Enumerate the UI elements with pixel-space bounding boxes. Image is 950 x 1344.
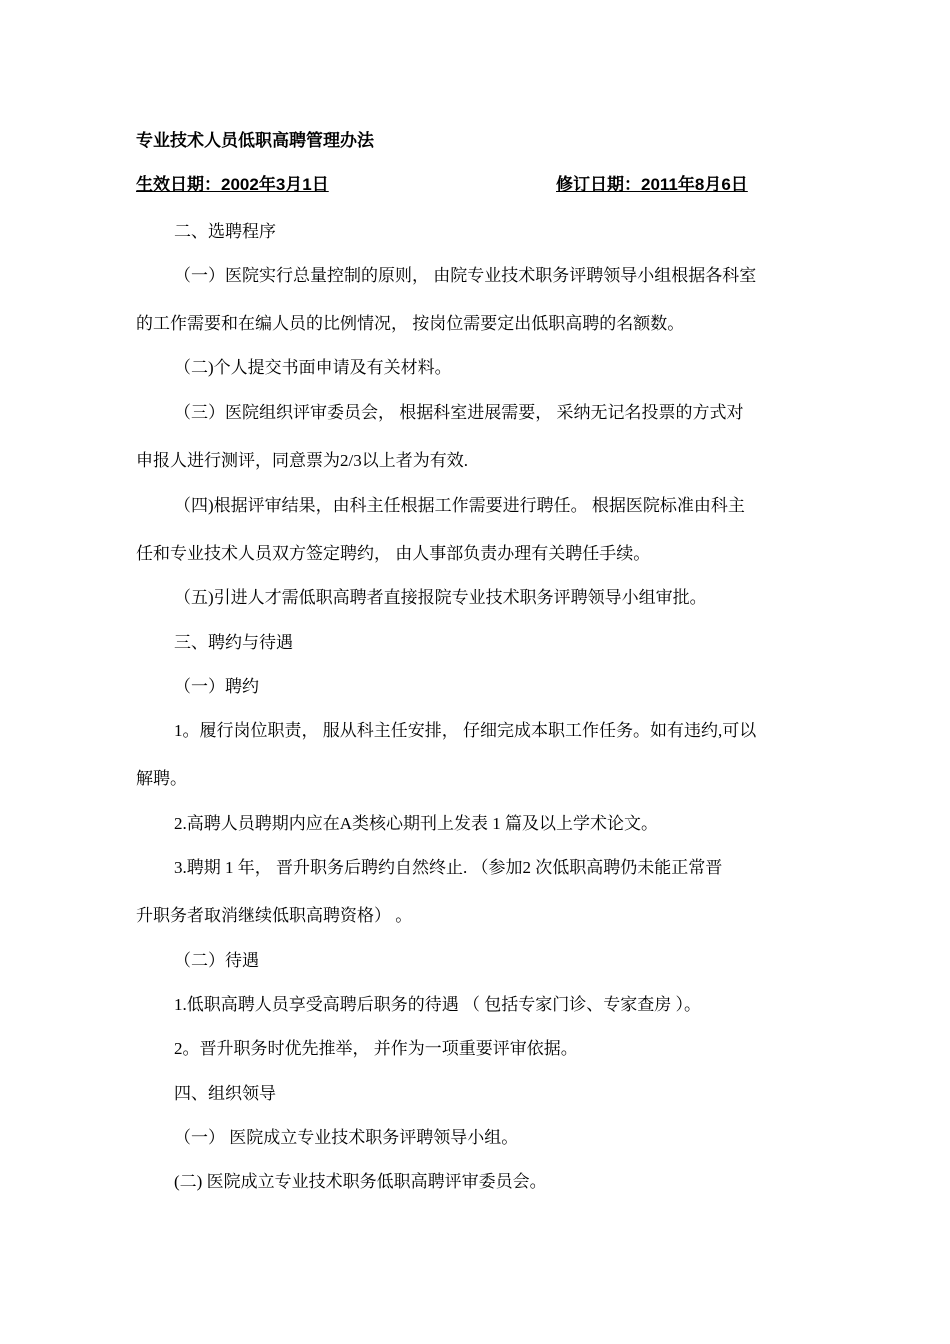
effective-date: 生效日期：2002年3月1日	[136, 175, 329, 194]
paragraph-line: （三）医院组织评审委员会， 根据科室进展需要， 采纳无记名投票的方式对	[174, 403, 744, 422]
paragraph-line: 1.低职高聘人员享受高聘后职务的待遇 （ 包括专家门诊、专家查房 ）。	[174, 995, 701, 1014]
paragraph-line: 任和专业技术人员双方签定聘约， 由人事部负责办理有关聘任手续。	[136, 544, 651, 563]
paragraph-line: 3.聘期 1 年， 晋升职务后聘约自然终止. （参加2 次低职高聘仍未能正常晋	[174, 858, 723, 877]
section-heading: 四、组织领导	[174, 1084, 276, 1103]
paragraph-line: 解聘。	[136, 769, 187, 788]
paragraph-line: 2.高聘人员聘期内应在A类核心期刊上发表 1 篇及以上学术论文。	[174, 814, 659, 833]
paragraph-line: 升职务者取消继续低职高聘资格） 。	[136, 906, 413, 925]
subsection-heading: （一）聘约	[174, 677, 259, 696]
paragraph-line: 申报人进行测评，同意票为2/3以上者为有效.	[136, 451, 468, 470]
paragraph-line: 2。晋升职务时优先推举， 并作为一项重要评审依据。	[174, 1039, 578, 1058]
paragraph-line: （一） 医院成立专业技术职务评聘领导小组。	[174, 1128, 519, 1147]
section-heading: 二、选聘程序	[174, 222, 276, 241]
paragraph-line: 1。履行岗位职责， 服从科主任安排， 仔细完成本职工作任务。如有违约,可以	[174, 721, 757, 740]
document-title: 专业技术人员低职高聘管理办法	[136, 131, 374, 150]
section-heading: 三、聘约与待遇	[174, 633, 293, 652]
paragraph-line: （五)引进人才需低职高聘者直接报院专业技术职务评聘领导小组审批。	[174, 588, 707, 607]
subsection-heading: （二）待遇	[174, 951, 259, 970]
paragraph-line: （二)个人提交书面申请及有关材料。	[174, 358, 452, 377]
paragraph-line: 的工作需要和在编人员的比例情况， 按岗位需要定出低职高聘的名额数。	[136, 314, 685, 333]
paragraph-line: (二) 医院成立专业技术职务低职高聘评审委员会。	[174, 1172, 547, 1191]
revision-date: 修订日期：2011年8月6日	[556, 175, 748, 194]
paragraph-line: （一）医院实行总量控制的原则， 由院专业技术职务评聘领导小组根据各科室	[174, 266, 757, 285]
paragraph-line: （四)根据评审结果，由科主任根据工作需要进行聘任。 根据医院标准由科主	[174, 496, 745, 515]
